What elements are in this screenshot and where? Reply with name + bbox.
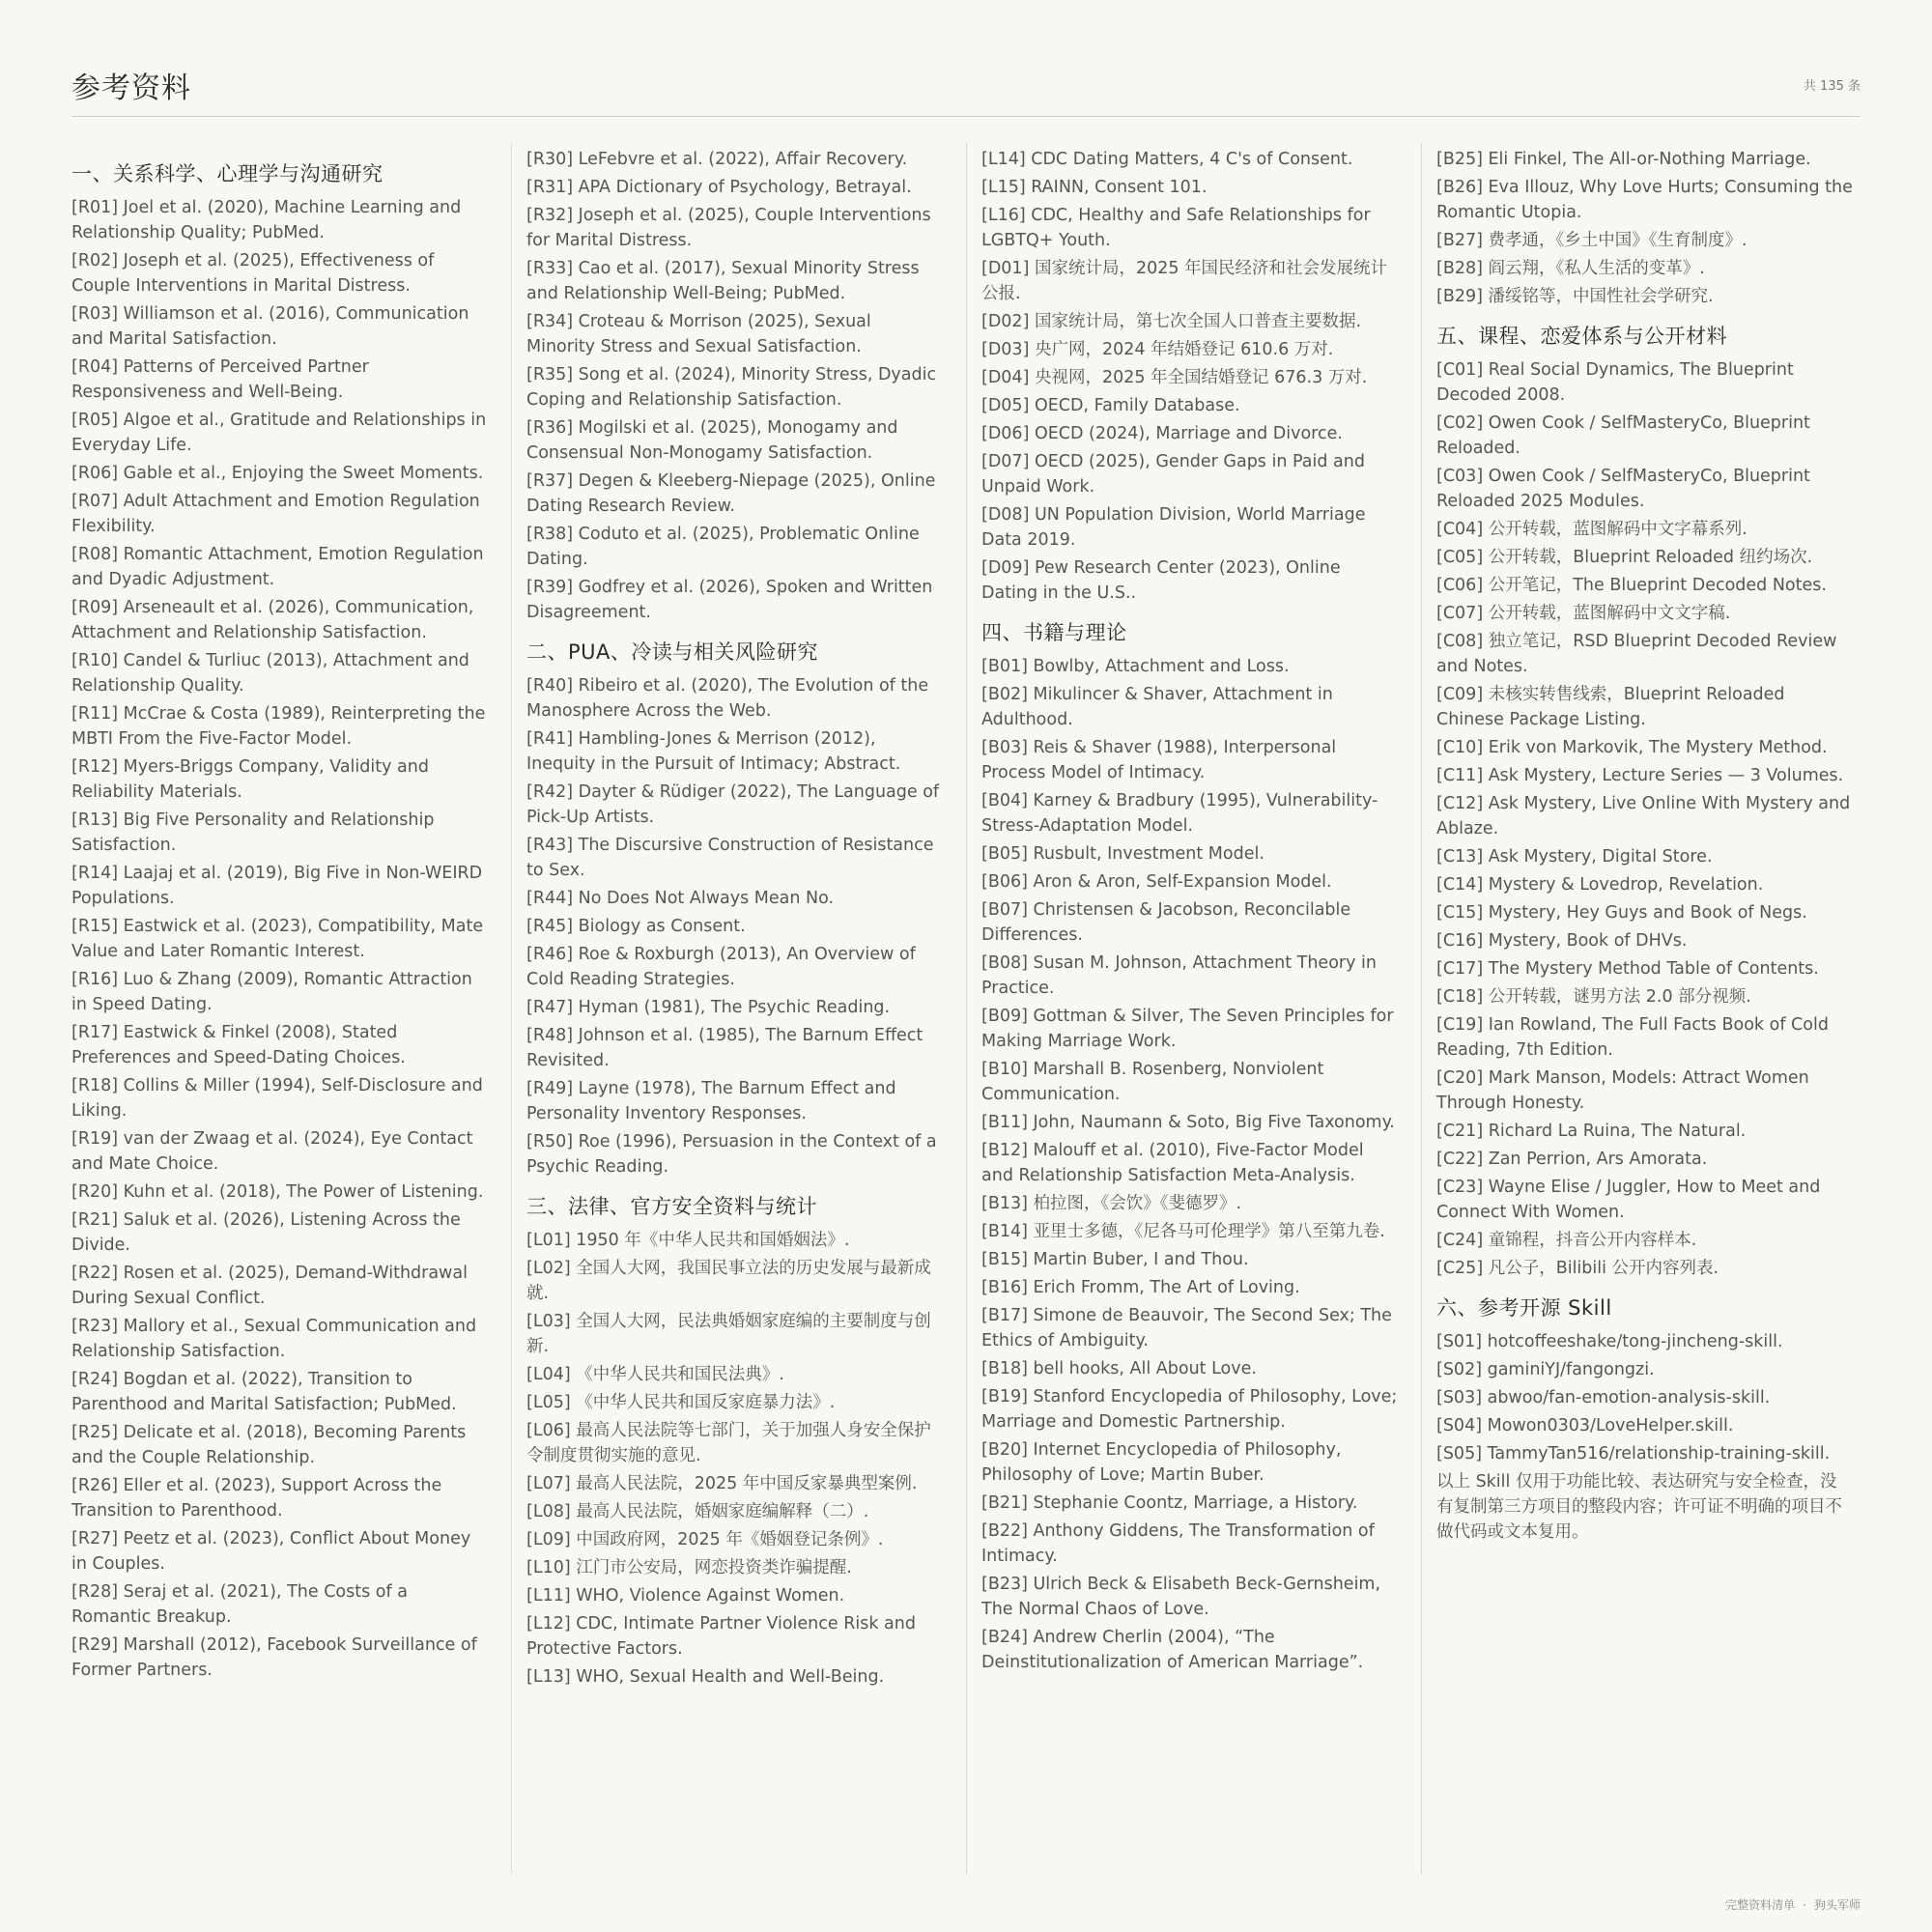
reference-item: [R34] Croteau & Morrison (2025), Sexual Minority Stress and Sexual Satisfaction. (526, 312, 871, 356)
reference-item: [D01] 国家统计局，2025 年国民经济和社会发展统计公报. (981, 259, 1388, 303)
reference-item: [R07] Adult Attachment and Emotion Regulation Flexibility. (71, 492, 480, 536)
reference-list (1436, 357, 1853, 1281)
reference-item: [C20] Mark Manson, Models: Attract Women Through Honesty. (1436, 1068, 1809, 1113)
skill-usage-note: 以上 Skill 仅用于功能比较、表达研究与安全检查，没有复制第三方项目的整段内容；许可证不明确的项目不做代码或文本复用。 (1436, 1472, 1842, 1542)
section-title-open-source-skills: 六、参考开源 Skill (1436, 1296, 1612, 1320)
reference-item: [B28] 阎云翔，《私人生活的变革》. (1436, 259, 1705, 278)
reference-item: [C14] Mystery & Lovedrop, Revelation. (1436, 875, 1764, 895)
reference-item: [R38] Coduto et al. (2025), Problematic Online Dating. (526, 525, 920, 569)
page-header (71, 64, 1861, 117)
reference-item: [C13] Ask Mystery, Digital Store. (1436, 847, 1713, 867)
reference-item: [B27] 费孝通，《乡土中国》《生育制度》. (1436, 231, 1747, 250)
column-2 (526, 143, 943, 1874)
reference-item: [C19] Ian Rowland, The Full Facts Book of Cold Reading, 7th Edition. (1436, 1015, 1829, 1060)
reference-list (526, 1228, 943, 1690)
reference-item: [L01] 1950 年《中华人民共和国婚姻法》. (526, 1231, 850, 1250)
reference-item: [B23] Ulrich Beck & Elisabeth Beck-Gernsheim, The Normal Chaos of Love. (981, 1575, 1381, 1619)
reference-item: [B21] Stephanie Coontz, Marriage, a History. (981, 1493, 1358, 1513)
reference-item: [R17] Eastwick & Finkel (2008), Stated Preferences and Speed-Dating Choices. (71, 1023, 406, 1067)
section-title-courses: 五、课程、恋爱体系与公开材料 (1436, 325, 1727, 348)
reference-item: [B22] Anthony Giddens, The Transformation of Intimacy. (981, 1521, 1375, 1566)
reference-item: [B08] Susan M. Johnson, Attachment Theory in Practice. (981, 953, 1377, 998)
reference-item: [S04] Mowon0303/LoveHelper.skill. (1436, 1416, 1734, 1435)
reference-item: [B13] 柏拉图，《会饮》《斐德罗》. (981, 1194, 1242, 1213)
reference-item: [L09] 中国政府网，2025 年《婚姻登记条例》. (526, 1530, 884, 1549)
reference-item: [B06] Aron & Aron, Self-Expansion Model. (981, 872, 1332, 892)
reference-item: [R13] Big Five Personality and Relationship Satisfaction. (71, 810, 435, 855)
reference-item: [R12] Myers-Briggs Company, Validity and Reliability Materials. (71, 757, 429, 802)
reference-item: [C07] 公开转载，蓝图解码中文文字稿. (1436, 604, 1731, 623)
reference-list (526, 673, 943, 1179)
reference-item: [R31] APA Dictionary of Psychology, Betrayal. (526, 178, 912, 197)
reference-item: [B03] Reis & Shaver (1988), Interpersonal Process Model of Intimacy. (981, 738, 1337, 782)
reference-item: [R30] LeFebvre et al. (2022), Affair Recovery. (526, 150, 908, 169)
reference-item: [B11] John, Naumann & Soto, Big Five Taxonomy. (981, 1113, 1395, 1132)
column-divider (511, 143, 512, 1874)
reference-list (1436, 1329, 1853, 1466)
page-title: 参考资料 (71, 71, 191, 105)
reference-item: [B04] Karney & Bradbury (1995), Vulnerability-Stress-Adaptation Model. (981, 791, 1378, 836)
reference-item: [L04] 《中华人民共和国民法典》. (526, 1365, 784, 1384)
reference-item: [L14] CDC Dating Matters, 4 C's of Consent. (981, 150, 1353, 169)
reference-item: [D04] 央视网，2025 年全国结婚登记 676.3 万对. (981, 368, 1368, 387)
column-divider (1421, 143, 1422, 1874)
reference-item: [R15] Eastwick et al. (2023), Compatibility, Mate Value and Later Romantic Interest. (71, 917, 484, 961)
reference-item: [B18] bell hooks, All About Love. (981, 1359, 1257, 1378)
reference-item: [B29] 潘绥铭等，中国性社会学研究. (1436, 287, 1714, 306)
reference-item: [B10] Marshall B. Rosenberg, Nonviolent Communication. (981, 1060, 1324, 1104)
reference-item: [C04] 公开转载，蓝图解码中文字幕系列. (1436, 520, 1747, 539)
reference-item: [R10] Candel & Turliuc (2013), Attachment and Relationship Quality. (71, 651, 469, 696)
column-3 (981, 143, 1398, 1874)
reference-item: [B19] Stanford Encyclopedia of Philosophy, Love; Marriage and Domestic Partnership. (981, 1387, 1398, 1432)
reference-item: [B12] Malouff et al. (2010), Five-Factor Model and Relationship Satisfaction Meta-Analysis. (981, 1141, 1364, 1185)
reference-item: [R20] Kuhn et al. (2018), The Power of Listening. (71, 1182, 484, 1202)
reference-item: [C10] Erik von Markovik, The Mystery Method. (1436, 738, 1828, 757)
reference-item: [R37] Degen & Kleeberg-Niepage (2025), Online Dating Research Review. (526, 471, 936, 516)
reference-item: [R09] Arseneault et al. (2026), Communication, Attachment and Relationship Satisfaction. (71, 598, 474, 642)
reference-item: [L11] WHO, Violence Against Women. (526, 1586, 845, 1605)
reference-item: [R04] Patterns of Perceived Partner Responsiveness and Well-Being. (71, 357, 369, 402)
reference-item: [L03] 全国人大网，民法典婚姻家庭编的主要制度与创新. (526, 1312, 931, 1356)
reference-item: [B24] Andrew Cherlin (2004), “The Deinstitutionalization of American Marriage”. (981, 1628, 1364, 1672)
reference-item: [C22] Zan Perrion, Ars Amorata. (1436, 1150, 1708, 1169)
reference-item: [B02] Mikulincer & Shaver, Attachment in Adulthood. (981, 685, 1333, 729)
reference-item: [C25] 凡公子，Bilibili 公开内容列表. (1436, 1259, 1719, 1278)
reference-item: [R27] Peetz et al. (2023), Conflict About Money in Couples. (71, 1529, 471, 1574)
reference-list (526, 147, 943, 625)
reference-item: [R29] Marshall (2012), Facebook Surveillance of Former Partners. (71, 1635, 477, 1680)
reference-item: [B01] Bowlby, Attachment and Loss. (981, 657, 1290, 676)
reference-item: [C18] 公开转载，谜男方法 2.0 部分视频. (1436, 987, 1751, 1007)
reference-item: [R25] Delicate et al. (2018), Becoming Parents and the Couple Relationship. (71, 1423, 467, 1467)
reference-item: [R47] Hyman (1981), The Psychic Reading. (526, 998, 891, 1017)
reference-item: [L12] CDC, Intimate Partner Violence Risk and Protective Factors. (526, 1614, 916, 1659)
reference-item: [L15] RAINN, Consent 101. (981, 178, 1208, 197)
reference-item: [R40] Ribeiro et al. (2020), The Evolution of the Manosphere Across the Web. (526, 676, 929, 721)
reference-item: [R45] Biology as Consent. (526, 917, 746, 936)
reference-item: [R18] Collins & Miller (1994), Self-Disclosure and Liking. (71, 1076, 483, 1121)
reference-item: [R16] Luo & Zhang (2009), Romantic Attraction in Speed Dating. (71, 970, 472, 1014)
reference-item: [L02] 全国人大网，我国民事立法的历史发展与最新成就. (526, 1259, 931, 1303)
reference-item: [L06] 最高人民法院等七部门，关于加强人身安全保护令制度贯彻实施的意见. (526, 1421, 931, 1465)
reference-item: [R22] Rosen et al. (2025), Demand-Withdrawal During Sexual Conflict. (71, 1264, 468, 1308)
reference-item: [D08] UN Population Division, World Marriage Data 2019. (981, 505, 1366, 550)
reference-item: [R05] Algoe et al., Gratitude and Relationships in Everyday Life. (71, 411, 487, 455)
reference-item: [D06] OECD (2024), Marriage and Divorce. (981, 424, 1343, 443)
reference-item: [C05] 公开转载，Blueprint Reloaded 纽约场次. (1436, 548, 1813, 567)
reference-item: [R42] Dayter & Rüdiger (2022), The Language of Pick-Up Artists. (526, 782, 940, 827)
reference-item: [L07] 最高人民法院，2025 年中国反家暴典型案例. (526, 1474, 918, 1493)
reference-item: [R48] Johnson et al. (1985), The Barnum Effect Revisited. (526, 1026, 923, 1070)
reference-item: [L16] CDC, Healthy and Safe Relationships for LGBTQ+ Youth. (981, 206, 1371, 250)
reference-list (981, 654, 1398, 1675)
reference-item: [L08] 最高人民法院，婚姻家庭编解释（二）. (526, 1502, 869, 1521)
column-1 (71, 143, 488, 1874)
reference-item: [D02] 国家统计局，第七次全国人口普查主要数据. (981, 312, 1362, 331)
reference-item: [B26] Eva Illouz, Why Love Hurts; Consuming the Romantic Utopia. (1436, 178, 1853, 222)
reference-item: [R24] Bogdan et al. (2022), Transition to Parenthood and Marital Satisfaction; PubMed. (71, 1370, 457, 1414)
reference-item: [B07] Christensen & Jacobson, Reconcilable Differences. (981, 900, 1351, 945)
reference-item: [R49] Layne (1978), The Barnum Effect and Personality Inventory Responses. (526, 1079, 896, 1123)
reference-item: [R32] Joseph et al. (2025), Couple Interventions for Marital Distress. (526, 206, 931, 250)
reference-item: [C06] 公开笔记，The Blueprint Decoded Notes. (1436, 576, 1827, 595)
reference-item: [B25] Eli Finkel, The All-or-Nothing Marriage. (1436, 150, 1811, 169)
reference-item: [S02] gaminiYJ/fangongzi. (1436, 1360, 1655, 1379)
reference-item: [C21] Richard La Ruina, The Natural. (1436, 1122, 1747, 1141)
reference-item: [R28] Seraj et al. (2021), The Costs of a Romantic Breakup. (71, 1582, 408, 1627)
reference-item: [R50] Roe (1996), Persuasion in the Context of a Psychic Reading. (526, 1132, 937, 1177)
reference-item: [R01] Joel et al. (2020), Machine Learning and Relationship Quality; PubMed. (71, 198, 462, 242)
reference-item: [D09] Pew Research Center (2023), Online Dating in the U.S.. (981, 558, 1341, 603)
reference-item: [C02] Owen Cook / SelfMasteryCo, Blueprint Reloaded. (1436, 413, 1810, 458)
reference-item: [R21] Saluk et al. (2026), Listening Across the Divide. (71, 1210, 461, 1255)
reference-item: [C01] Real Social Dynamics, The Blueprint Decoded 2008. (1436, 360, 1794, 405)
reference-item: [C16] Mystery, Book of DHVs. (1436, 931, 1688, 951)
reference-item: [C15] Mystery, Hey Guys and Book of Negs. (1436, 903, 1807, 923)
reference-item: [R06] Gable et al., Enjoying the Sweet Moments. (71, 464, 484, 483)
reference-item: [C08] 独立笔记，RSD Blueprint Decoded Review and Notes. (1436, 632, 1837, 676)
footer-separator: · (1803, 1898, 1806, 1912)
reference-item: [C17] The Mystery Method Table of Contents. (1436, 959, 1819, 979)
reference-item: [B16] Erich Fromm, The Art of Loving. (981, 1278, 1300, 1297)
reference-list (1436, 147, 1853, 309)
reference-item: [R44] No Does Not Always Mean No. (526, 889, 835, 908)
reference-item: [L13] WHO, Sexual Health and Well-Being. (526, 1667, 885, 1687)
reference-item: [C03] Owen Cook / SelfMasteryCo, Blueprint Reloaded 2025 Modules. (1436, 467, 1810, 511)
reference-item: [R36] Mogilski et al. (2025), Monogamy and Consensual Non-Monogamy Satisfaction. (526, 418, 898, 463)
section-title-law-statistics: 三、法律、官方安全资料与统计 (526, 1195, 817, 1218)
reference-item: [C23] Wayne Elise / Juggler, How to Meet and Connect With Women. (1436, 1178, 1821, 1222)
reference-item: [C12] Ask Mystery, Live Online With Mystery and Ablaze. (1436, 794, 1851, 838)
reference-item: [D05] OECD, Family Database. (981, 396, 1240, 415)
reference-columns (71, 143, 1861, 1874)
reference-item: [B05] Rusbult, Investment Model. (981, 844, 1264, 864)
reference-count: 共 135 条 (1803, 79, 1861, 94)
reference-item: [C11] Ask Mystery, Lecture Series — 3 Volumes. (1436, 766, 1844, 785)
reference-item: [R19] van der Zwaag et al. (2024), Eye Contact and Mate Choice. (71, 1129, 473, 1174)
reference-list (71, 195, 488, 1683)
column-divider (966, 143, 967, 1874)
reference-item: [R33] Cao et al. (2017), Sexual Minority Stress and Relationship Well-Being; PubMed. (526, 259, 920, 303)
reference-item: [B17] Simone de Beauvoir, The Second Sex; The Ethics of Ambiguity. (981, 1306, 1392, 1350)
reference-item: [R23] Mallory et al., Sexual Communication and Relationship Satisfaction. (71, 1317, 477, 1361)
reference-item: [S01] hotcoffeeshake/tong-jincheng-skill. (1436, 1332, 1783, 1351)
reference-item: [D07] OECD (2025), Gender Gaps in Paid and Unpaid Work. (981, 452, 1365, 497)
footer-author: 狗头军师 (1813, 1898, 1861, 1912)
reference-item: [R46] Roe & Roxburgh (2013), An Overview of Cold Reading Strategies. (526, 945, 916, 989)
reference-item: [R41] Hambling-Jones & Merrison (2012), Inequity in the Pursuit of Intimacy; Abstract. (526, 729, 901, 774)
section-title-books-theory: 四、书籍与理论 (981, 621, 1127, 644)
reference-item: [S03] abwoo/fan-emotion-analysis-skill. (1436, 1388, 1771, 1407)
reference-item: [L10] 江门市公安局，网恋投资类诈骗提醒. (526, 1558, 852, 1577)
reference-item: [R14] Laajaj et al. (2019), Big Five in Non-WEIRD Populations. (71, 864, 483, 908)
reference-item: [R35] Song et al. (2024), Minority Stress, Dyadic Coping and Relationship Satisfaction. (526, 365, 937, 410)
reference-item: [B14] 亚里士多德，《尼各马可伦理学》第八至第九卷. (981, 1222, 1385, 1241)
reference-item: [B20] Internet Encyclopedia of Philosophy, Philosophy of Love; Martin Buber. (981, 1440, 1342, 1485)
section-title-relationship-science: 一、关系科学、心理学与沟通研究 (71, 162, 384, 185)
reference-item: [B15] Martin Buber, I and Thou. (981, 1250, 1249, 1269)
reference-item: [S05] TammyTan516/relationship-training-skill. (1436, 1444, 1831, 1463)
reference-item: [R11] McCrae & Costa (1989), Reinterpreting the MBTI From the Five-Factor Model. (71, 704, 486, 749)
reference-item: [B09] Gottman & Silver, The Seven Principles for Making Marriage Work. (981, 1007, 1394, 1051)
reference-item: [R02] Joseph et al. (2025), Effectiveness of Couple Interventions in Marital Distress. (71, 251, 435, 296)
reference-item: [R39] Godfrey et al. (2026), Spoken and Written Disagreement. (526, 578, 933, 622)
reference-item: [C09] 未核实转售线索，Blueprint Reloaded Chinese Package Listing. (1436, 685, 1785, 729)
reference-item: [D03] 央广网，2024 年结婚登记 610.6 万对. (981, 340, 1334, 359)
reference-item: [L05] 《中华人民共和国反家庭暴力法》. (526, 1393, 836, 1412)
column-4 (1436, 143, 1853, 1874)
footer-label: 完整资料清单 (1725, 1898, 1796, 1912)
reference-item: [R43] The Discursive Construction of Resistance to Sex. (526, 836, 934, 880)
reference-item: [R03] Williamson et al. (2016), Communication and Marital Satisfaction. (71, 304, 469, 349)
reference-item: [R26] Eller et al. (2023), Support Across the Transition to Parenthood. (71, 1476, 442, 1520)
page-footer (1725, 1896, 1861, 1913)
reference-list (981, 147, 1398, 606)
reference-item: [R08] Romantic Attachment, Emotion Regulation and Dyadic Adjustment. (71, 545, 484, 589)
section-title-pua-cold-reading: 二、PUA、冷读与相关风险研究 (526, 640, 818, 664)
reference-item: [C24] 童锦程，抖音公开内容样本. (1436, 1231, 1697, 1250)
